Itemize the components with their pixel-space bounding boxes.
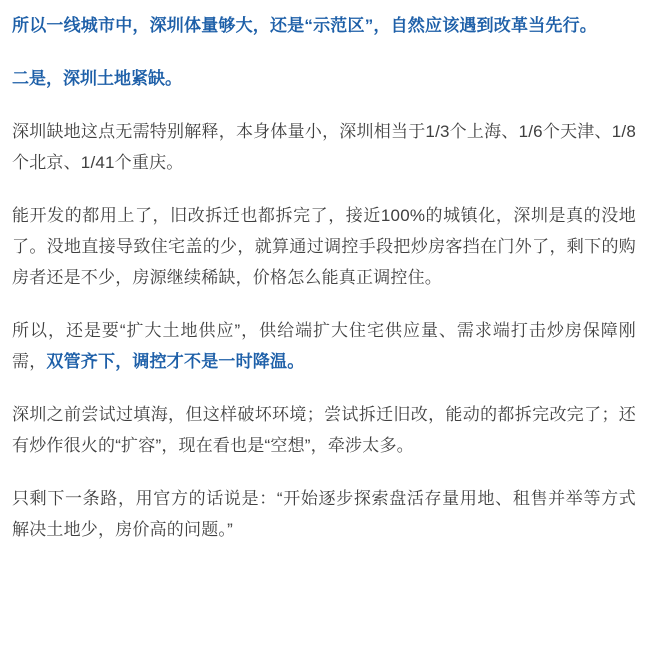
paragraph-past-attempts: 深圳之前尝试过填海，但这样破坏环境；尝试拆迁旧改，能动的都拆完改完了；还有炒作很火的“扩容”，现在看也是“空想”，牵涉太多。	[12, 405, 636, 455]
paragraph-land-supply-text: 所以，还是要“扩大土地供应”，供给端扩大住宅供应量、需求端打击炒房保障刚需，	[12, 321, 636, 371]
paragraph-land-supply	[12, 315, 636, 377]
paragraph-development-saturation: 能开发的都用上了，旧改拆迁也都拆完了，接近100%的城镇化，深圳是真的没地了。没地直接导致住宅盖的少，就算通过调控手段把炒房客挡在门外了，剩下的购房者还是不少，房源继续稀缺，价格怎么能真正调控住。	[12, 206, 636, 287]
paragraph-official-statement: 只剩下一条路，用官方的话说是：“开始逐步探索盘活存量用地、租售并举等方式解决土地少，房价高的问题。”	[12, 489, 636, 539]
section-heading-second-point: 二是，深圳土地紧缺。	[12, 69, 182, 88]
paragraph-land-supply-emphasis: 双管齐下，调控才不是一时降温。	[46, 352, 305, 371]
paragraph-land-scarcity: 深圳缺地这点无需特别解释，本身体量小，深圳相当于1/3个上海、1/6个天津、1/8个北京、1/41个重庆。	[12, 122, 636, 172]
paragraph-intro: 所以一线城市中，深圳体量够大，还是“示范区”，自然应该遇到改革当先行。	[12, 16, 597, 35]
